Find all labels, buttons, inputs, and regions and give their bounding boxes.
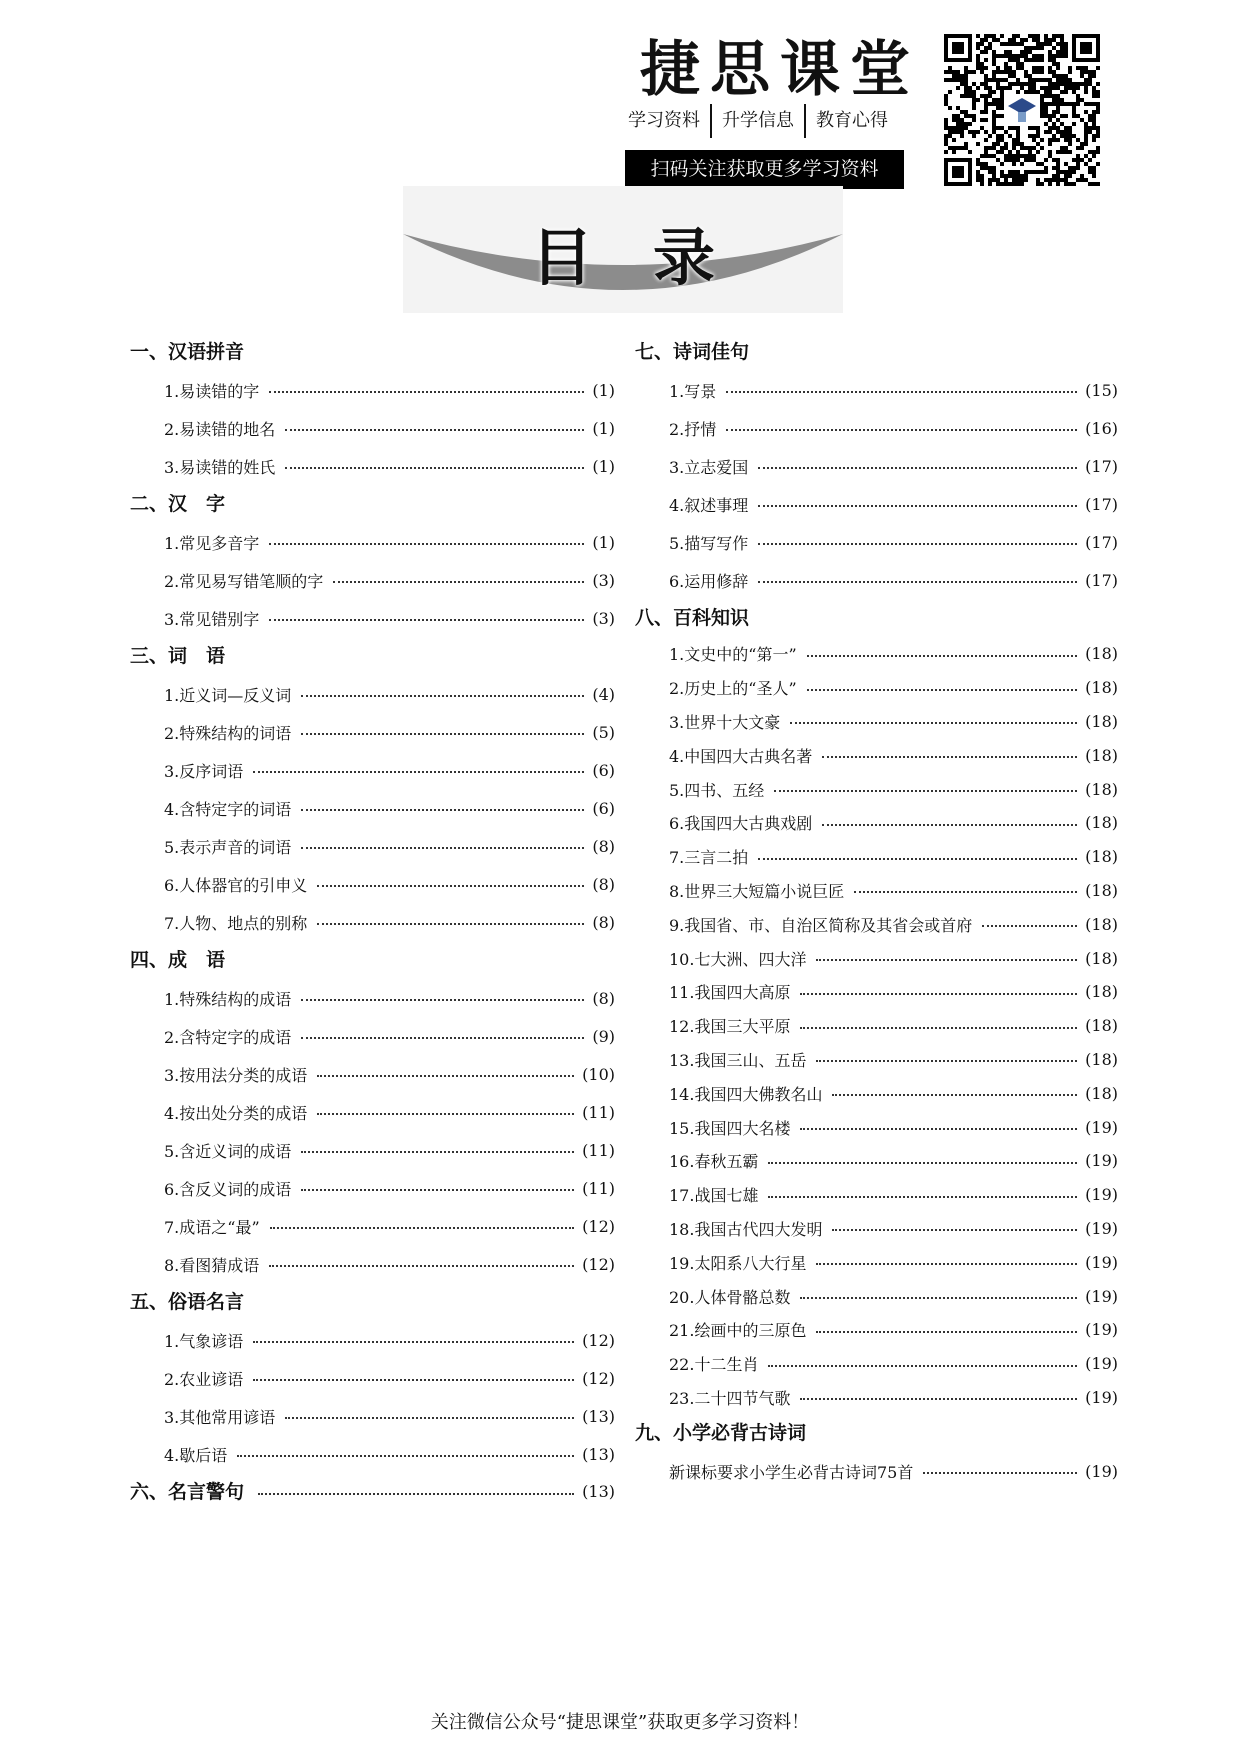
leader-dots xyxy=(816,1263,1077,1265)
toc-entry[interactable] xyxy=(635,485,1118,523)
page-number: (18) xyxy=(1085,711,1118,731)
page-number: (18) xyxy=(1085,982,1118,1002)
page-number: (19) xyxy=(1085,1151,1118,1171)
entry-title: 6.人体器官的引申义 xyxy=(164,875,308,895)
entry-title: 6.含反义词的成语 xyxy=(164,1179,292,1199)
toc-entry[interactable] xyxy=(635,409,1118,447)
toc-left-column xyxy=(130,333,615,1511)
section-title: 四、成 语 xyxy=(130,949,226,971)
page-number: (8) xyxy=(592,988,615,1008)
page-number: (3) xyxy=(592,608,615,628)
page-number: (11) xyxy=(582,1140,615,1160)
page-number: (5) xyxy=(592,722,615,742)
entry-title: 7.三言二拍 xyxy=(669,848,749,868)
leader-dots xyxy=(317,1075,574,1077)
entry-title: 18.我国古代四大发明 xyxy=(669,1219,823,1239)
page-number: (19) xyxy=(1085,1387,1118,1407)
entry-title: 8.世界三大短篇小说巨匠 xyxy=(669,881,845,901)
entry-title: 15.我国四大名楼 xyxy=(669,1118,791,1138)
leader-dots xyxy=(269,543,584,545)
leader-dots xyxy=(923,1472,1077,1474)
entry-title: 2.农业谚语 xyxy=(164,1369,244,1389)
entry-title: 1.气象谚语 xyxy=(164,1331,244,1351)
brand-logo: 捷思课堂 xyxy=(640,35,920,105)
toc-section-heading[interactable] xyxy=(130,637,615,675)
toc-entry[interactable] xyxy=(635,1212,1118,1246)
page-number: (17) xyxy=(1085,494,1118,514)
toc-entry[interactable] xyxy=(130,713,615,751)
section-title: 三、词 语 xyxy=(130,645,226,667)
page-number: (19) xyxy=(1085,1320,1118,1340)
toc-right-column xyxy=(635,333,1118,1490)
entry-title: 23.二十四节气歌 xyxy=(669,1388,791,1408)
toc-section-heading[interactable] xyxy=(635,1414,1118,1452)
page-number: (4) xyxy=(592,684,615,704)
toc-entry[interactable] xyxy=(635,1110,1118,1144)
toc-entry[interactable] xyxy=(635,941,1118,975)
toc-section-heading[interactable] xyxy=(130,1473,615,1511)
section-title: 九、小学必背古诗词 xyxy=(635,1422,807,1445)
entry-title: 2.抒情 xyxy=(669,419,717,439)
entry-title: 5.四书、五经 xyxy=(669,780,765,800)
leader-dots xyxy=(832,1229,1077,1231)
qr-code-icon xyxy=(944,34,1100,186)
page-number: (15) xyxy=(1085,380,1118,400)
entry-title: 7.成语之“最” xyxy=(164,1217,260,1237)
leader-dots xyxy=(253,1379,574,1381)
toc-entry[interactable] xyxy=(130,1169,615,1207)
entry-title: 9.我国省、市、自治区简称及其省会或首府 xyxy=(669,915,973,935)
page-number: (18) xyxy=(1085,1016,1118,1036)
leader-dots xyxy=(301,999,584,1001)
toc-entry[interactable] xyxy=(635,907,1118,941)
entry-title: 4.中国四大古典名著 xyxy=(669,746,813,766)
page-number: (16) xyxy=(1085,418,1118,438)
leader-dots xyxy=(800,1027,1077,1029)
page-number: (1) xyxy=(592,456,615,476)
page-number: (17) xyxy=(1085,456,1118,476)
leader-dots xyxy=(237,1455,574,1457)
toc-section-heading[interactable] xyxy=(130,333,615,371)
page-number: (18) xyxy=(1085,948,1118,968)
leader-dots xyxy=(285,467,584,469)
section-title: 一、汉语拼音 xyxy=(130,341,245,363)
entry-title: 6.我国四大古典戏剧 xyxy=(669,814,813,834)
entry-title: 1.特殊结构的成语 xyxy=(164,989,292,1009)
page-number: (19) xyxy=(1085,1218,1118,1238)
leader-dots xyxy=(285,429,584,431)
leader-dots xyxy=(774,790,1077,792)
page-number: (6) xyxy=(592,798,615,818)
entry-title: 6.运用修辞 xyxy=(669,571,749,591)
page-number: (18) xyxy=(1085,779,1118,799)
leader-dots xyxy=(301,695,584,697)
entry-title: 2.历史上的“圣人” xyxy=(669,679,797,699)
entry-title: 13.我国三山、五岳 xyxy=(669,1050,807,1070)
leader-dots xyxy=(800,1128,1077,1130)
toc-entry[interactable] xyxy=(635,561,1118,599)
tag: 升学信息 xyxy=(710,104,804,138)
leader-dots xyxy=(800,1398,1077,1400)
page-number: (18) xyxy=(1085,678,1118,698)
toc-section-heading[interactable] xyxy=(130,485,615,523)
leader-dots xyxy=(854,891,1077,893)
toc-section-heading[interactable] xyxy=(635,599,1118,637)
page-number: (18) xyxy=(1085,644,1118,664)
page-number: (1) xyxy=(592,380,615,400)
page-number: (18) xyxy=(1085,813,1118,833)
toc-entry[interactable] xyxy=(130,561,615,599)
leader-dots xyxy=(301,847,584,849)
page-number: (12) xyxy=(582,1330,615,1350)
leader-dots xyxy=(758,543,1077,545)
entry-title: 3.其他常用谚语 xyxy=(164,1407,276,1427)
page-number: (11) xyxy=(582,1178,615,1198)
toc-entry[interactable] xyxy=(635,1009,1118,1043)
entry-title: 11.我国四大高原 xyxy=(669,983,791,1003)
toc-entry[interactable] xyxy=(130,751,615,789)
leader-dots xyxy=(758,581,1077,583)
leader-dots xyxy=(301,1037,584,1039)
page-number: (12) xyxy=(582,1254,615,1274)
entry-title: 4.按出处分类的成语 xyxy=(164,1103,308,1123)
leader-dots xyxy=(317,885,584,887)
toc-entry[interactable] xyxy=(635,975,1118,1009)
leader-dots xyxy=(269,391,584,393)
page-number: (11) xyxy=(582,1102,615,1122)
toc-entry[interactable] xyxy=(635,1381,1118,1415)
footer-note: 关注微信公众号“捷思课堂”获取更多学习资料！ xyxy=(430,1712,810,1733)
section-title: 二、汉 字 xyxy=(130,493,226,515)
entry-title: 4.叙述事理 xyxy=(669,495,749,515)
leader-dots xyxy=(807,689,1078,691)
page-number: (19) xyxy=(1085,1286,1118,1306)
entry-title: 17.战国七雄 xyxy=(669,1186,759,1206)
page-number: (19) xyxy=(1085,1461,1118,1481)
page-number: (1) xyxy=(592,532,615,552)
toc-section-heading[interactable] xyxy=(130,1283,615,1321)
entry-title: 22.十二生肖 xyxy=(669,1355,759,1375)
entry-title: 10.七大洲、四大洋 xyxy=(669,949,807,969)
toc-entry[interactable] xyxy=(130,599,615,637)
title-banner xyxy=(403,186,843,313)
leader-dots xyxy=(301,809,584,811)
page-number: (18) xyxy=(1085,1049,1118,1069)
entry-title: 4.歇后语 xyxy=(164,1445,228,1465)
toc-entry[interactable] xyxy=(130,1359,615,1397)
page-number: (1) xyxy=(592,418,615,438)
entry-title: 1.文史中的“第一” xyxy=(669,645,797,665)
section-title: 五、俗语名言 xyxy=(130,1291,245,1313)
leader-dots xyxy=(758,505,1077,507)
leader-dots xyxy=(800,1297,1077,1299)
leader-dots xyxy=(822,756,1077,758)
entry-title: 7.人物、地点的别称 xyxy=(164,913,308,933)
toc-entry[interactable] xyxy=(635,806,1118,840)
brand-tags xyxy=(628,104,898,138)
toc-section-heading[interactable] xyxy=(130,941,615,979)
entry-title: 3.按用法分类的成语 xyxy=(164,1065,308,1085)
toc-entry[interactable] xyxy=(130,1017,615,1055)
leader-dots xyxy=(253,771,584,773)
page-number: (12) xyxy=(582,1216,615,1236)
leader-dots xyxy=(317,923,584,925)
leader-dots xyxy=(285,1417,574,1419)
entry-title: 新课标要求小学生必背古诗词75首 xyxy=(669,1462,914,1482)
leader-dots xyxy=(982,925,1077,927)
page-number: (19) xyxy=(1085,1117,1118,1137)
toc-entry[interactable] xyxy=(635,1452,1118,1490)
entry-title: 1.易读错的字 xyxy=(164,381,260,401)
page-number: (13) xyxy=(582,1444,615,1464)
section-title: 八、百科知识 xyxy=(635,607,750,629)
leader-dots xyxy=(807,655,1078,657)
toc-entry[interactable] xyxy=(130,1207,615,1245)
leader-dots xyxy=(301,1151,574,1153)
page-number: (12) xyxy=(582,1368,615,1388)
page-number: (3) xyxy=(592,570,615,590)
leader-dots xyxy=(816,1331,1077,1333)
section-title: 七、诗词佳句 xyxy=(635,341,750,363)
entry-title: 3.常见错别字 xyxy=(164,609,260,629)
tag: 教育心得 xyxy=(804,104,898,138)
toc-entry[interactable] xyxy=(130,865,615,903)
toc-entry[interactable] xyxy=(635,772,1118,806)
toc-entry[interactable] xyxy=(130,1131,615,1169)
toc-entry[interactable] xyxy=(635,447,1118,485)
toc-entry[interactable] xyxy=(130,1093,615,1131)
page-number: (19) xyxy=(1085,1252,1118,1272)
entry-title: 14.我国四大佛教名山 xyxy=(669,1084,823,1104)
page-number: (13) xyxy=(582,1482,615,1501)
leader-dots xyxy=(768,1162,1077,1164)
toc-entry[interactable] xyxy=(130,1397,615,1435)
toc-entry[interactable] xyxy=(635,840,1118,874)
entry-title: 1.写景 xyxy=(669,381,717,401)
toc-entry[interactable] xyxy=(130,409,615,447)
entry-title: 1.常见多音字 xyxy=(164,533,260,553)
page-number: (17) xyxy=(1085,532,1118,552)
page-number: (9) xyxy=(592,1026,615,1046)
entry-title: 3.立志爱国 xyxy=(669,457,749,477)
leader-dots xyxy=(269,1265,574,1267)
toc-entry[interactable] xyxy=(635,1178,1118,1212)
toc-entry[interactable] xyxy=(635,1347,1118,1381)
page-number: (10) xyxy=(582,1064,615,1084)
leader-dots xyxy=(269,619,584,621)
leader-dots xyxy=(258,1493,574,1495)
leader-dots xyxy=(832,1094,1077,1096)
leader-dots xyxy=(301,733,584,735)
leader-dots xyxy=(758,467,1077,469)
leader-dots xyxy=(333,581,584,583)
page-number: (19) xyxy=(1085,1354,1118,1374)
entry-title: 3.世界十大文豪 xyxy=(669,712,781,732)
leader-dots xyxy=(317,1113,574,1115)
toc-entry[interactable] xyxy=(130,447,615,485)
leader-dots xyxy=(800,993,1077,995)
page-number: (18) xyxy=(1085,914,1118,934)
tag: 学习资料 xyxy=(628,110,700,131)
page-title: 目录 xyxy=(530,221,775,294)
toc-entry[interactable] xyxy=(130,1245,615,1283)
page-number: (8) xyxy=(592,836,615,856)
leader-dots xyxy=(270,1227,575,1229)
entry-title: 2.含特定字的成语 xyxy=(164,1027,292,1047)
toc-entry[interactable] xyxy=(130,903,615,941)
toc-entry[interactable] xyxy=(130,1055,615,1093)
toc-entry[interactable] xyxy=(130,371,615,409)
page-number: (18) xyxy=(1085,1083,1118,1103)
page-number: (19) xyxy=(1085,1185,1118,1205)
leader-dots xyxy=(726,391,1077,393)
toc-entry[interactable] xyxy=(635,1076,1118,1110)
entry-title: 2.特殊结构的词语 xyxy=(164,723,292,743)
toc-entry[interactable] xyxy=(130,1435,615,1473)
entry-title: 5.描写写作 xyxy=(669,533,749,553)
toc-entry[interactable] xyxy=(635,1279,1118,1313)
entry-title: 2.常见易写错笔顺的字 xyxy=(164,571,324,591)
toc-entry[interactable] xyxy=(130,789,615,827)
leader-dots xyxy=(816,1060,1077,1062)
page-number: (18) xyxy=(1085,880,1118,900)
entry-title: 5.表示声音的词语 xyxy=(164,837,292,857)
entry-title: 2.易读错的地名 xyxy=(164,419,276,439)
page-number: (18) xyxy=(1085,745,1118,765)
entry-title: 1.近义词—反义词 xyxy=(164,685,292,705)
toc-section-heading[interactable] xyxy=(635,333,1118,371)
leader-dots xyxy=(758,858,1077,860)
toc-entry[interactable] xyxy=(130,979,615,1017)
entry-title: 19.太阳系八大行星 xyxy=(669,1253,807,1273)
toc-entry[interactable] xyxy=(635,1144,1118,1178)
entry-title: 4.含特定字的词语 xyxy=(164,799,292,819)
leader-dots xyxy=(726,429,1077,431)
scan-banner: 扫码关注获取更多学习资料 xyxy=(625,150,904,189)
page-number: (17) xyxy=(1085,570,1118,590)
toc-entry[interactable] xyxy=(635,1245,1118,1279)
toc-entry[interactable] xyxy=(130,675,615,713)
leader-dots xyxy=(816,959,1077,961)
entry-title: 21.绘画中的三原色 xyxy=(669,1321,807,1341)
leader-dots xyxy=(768,1365,1077,1367)
page-number: (8) xyxy=(592,874,615,894)
leader-dots xyxy=(822,824,1077,826)
toc-entry[interactable] xyxy=(130,523,615,561)
toc-entry[interactable] xyxy=(635,738,1118,772)
entry-title: 8.看图猜成语 xyxy=(164,1255,260,1275)
entry-title: 12.我国三大平原 xyxy=(669,1017,791,1037)
entry-title: 16.春秋五霸 xyxy=(669,1152,759,1172)
leader-dots xyxy=(301,1189,574,1191)
toc-entry[interactable] xyxy=(635,371,1118,409)
toc-entry[interactable] xyxy=(635,1043,1118,1077)
section-title: 六、名言警句 xyxy=(130,1481,245,1503)
page-number: (13) xyxy=(582,1406,615,1426)
toc-entry[interactable] xyxy=(130,1321,615,1359)
entry-title: 5.含近义词的成语 xyxy=(164,1141,292,1161)
toc-entry[interactable] xyxy=(635,637,1118,671)
toc-entry[interactable] xyxy=(130,827,615,865)
toc-entry[interactable] xyxy=(635,874,1118,908)
page-number: (8) xyxy=(592,912,615,932)
entry-title: 3.反序词语 xyxy=(164,761,244,781)
leader-dots xyxy=(253,1341,574,1343)
toc-entry[interactable] xyxy=(635,671,1118,705)
entry-title: 3.易读错的姓氏 xyxy=(164,457,276,477)
leader-dots xyxy=(768,1196,1077,1198)
toc-entry[interactable] xyxy=(635,705,1118,739)
toc-entry[interactable] xyxy=(635,523,1118,561)
entry-title: 20.人体骨骼总数 xyxy=(669,1287,791,1307)
leader-dots xyxy=(790,722,1077,724)
page-number: (18) xyxy=(1085,847,1118,867)
toc-entry[interactable] xyxy=(635,1313,1118,1347)
page-number: (6) xyxy=(592,760,615,780)
